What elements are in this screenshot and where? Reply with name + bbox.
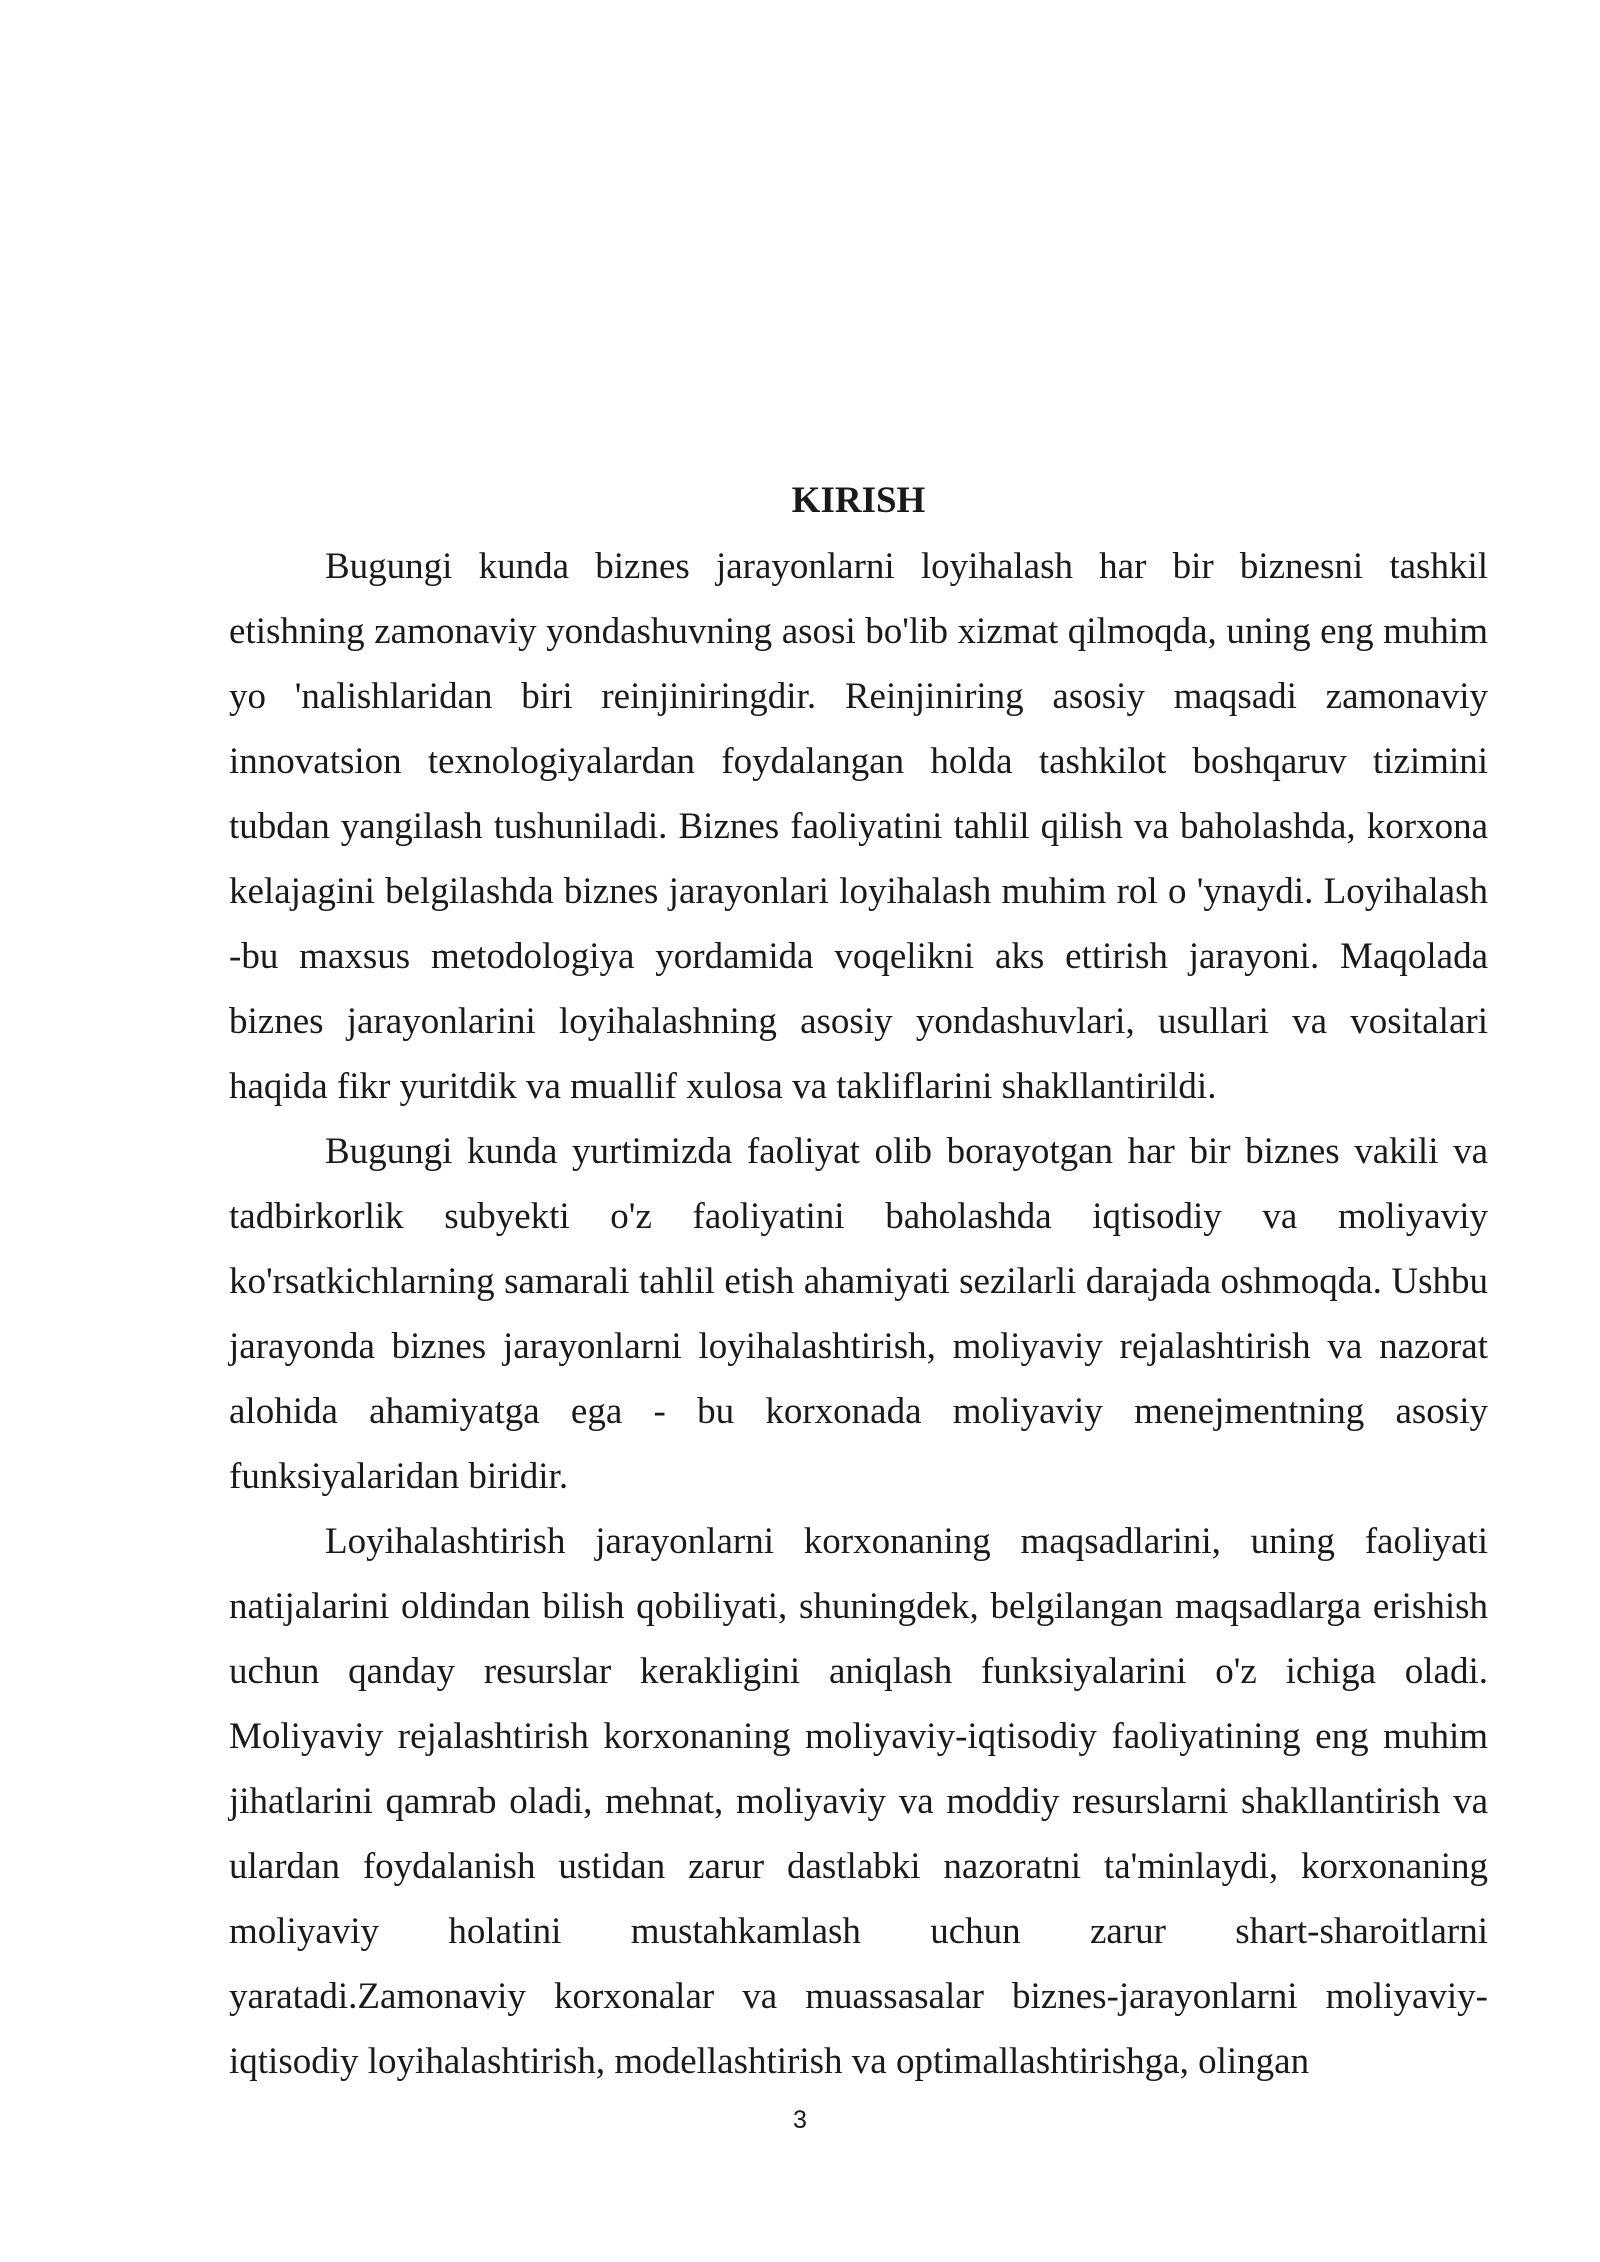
- paragraph-2: Bugungi kunda yurtimizda faoliyat olib borayotgan har bir biznes vakili va tadbirkorlik subyekti o'z faoliyatini baholashda iqtisodiy va moliyaviy ko'rsatkichlarning samarali tahlil etish ahamiyati sezilarli darajada oshmoqda. Ushbu jarayonda biznes jarayonlarni loyihalashtirish, moliyaviy rejalashtirish va nazorat alohida ahamiyatga ega - bu korxonada moliyaviy menejmentning asosiy funksiyalaridan biridir.: [229, 1131, 1488, 1497]
- section-heading: KIRISH: [791, 480, 926, 521]
- paragraph-1: Bugungi kunda biznes jarayonlarni loyihalash har bir biznesni tashkil etishning zamonaviy yondashuvning asosi bo'lib xizmat qilmoqda, uning eng muhim yo 'nalishlaridan biri reinjiniringdir. Reinjiniring asosiy maqsadi zamonaviy innovatsion texnologiyalardan foydalangan holda tashkilot boshqaruv tizimini tubdan yangilash tushuniladi. Biznes faoliyatini tahlil qilish va baholashda, korxona kelajagini belgilashda biznes jarayonlari loyihalash muhim rol o 'ynaydi. Loyihalash -bu maxsus metodologiya yordamida voqelikni aks ettirish jarayoni. Maqolada biznes jarayonlarini loyihalashning asosiy yondashuvlari, usullari va vositalari haqida fikr yuritdik va muallif xulosa va takliflarini shakllantirildi.: [229, 546, 1488, 1107]
- page-number: 3: [793, 2106, 807, 2134]
- body-text: [229, 534, 1488, 2094]
- paragraph-3: Loyihalashtirish jarayonlarni korxonaning maqsadlarini, uning faoliyati natijalarini oldindan bilish qobiliyati, shuningdek, belgilangan maqsadlarga erishish uchun qanday resurslar kerakligini aniqlash funksiyalarini o'z ichiga oladi. Moliyaviy rejalashtirish korxonaning moliyaviy-iqtisodiy faoliyatining eng muhim jihatlarini qamrab oladi, mehnat, moliyaviy va moddiy resurslarni shakllantirish va ulardan foydalanish ustidan zarur dastlabki nazoratni ta'minlaydi, korxonaning moliyaviy holatini mustahkamlash uchun zarur shart-sharoitlarni yaratadi.Zamonaviy korxonalar va muassasalar biznes-jarayonlarni moliyaviy-iqtisodiy loyihalashtirish, modellashtirish va optimallashtirishga, olingan: [229, 1521, 1488, 2082]
